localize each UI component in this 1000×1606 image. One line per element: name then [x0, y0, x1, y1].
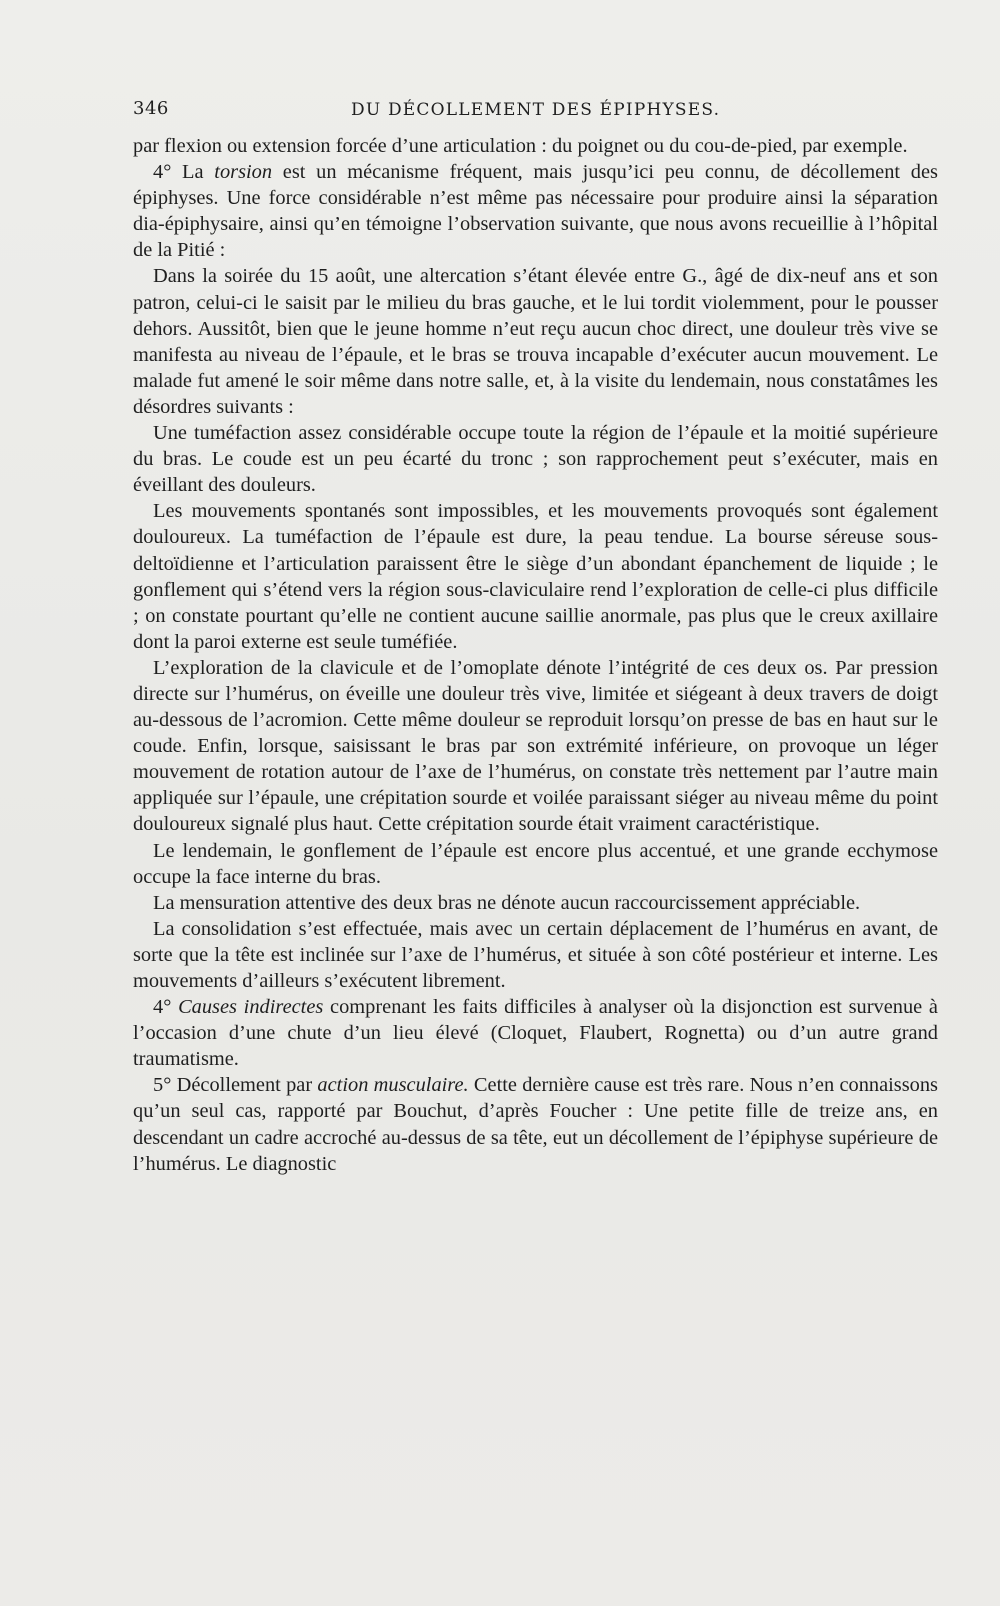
text-run: est un mécanisme fréquent, mais jusqu’ici peu connu, de décollement des épiphyses. Une force considérable n’est même pas nécessaire pour produire ainsi la séparation dia-épiphysaire, ainsi qu’en témoigne l’observation suivante, que nous avons recueillie à l’hôpital de la Pitié : [133, 161, 938, 262]
paragraph [133, 890, 938, 916]
paragraph [133, 263, 938, 420]
text-run: comprenant les faits difficiles à analyser où la disjonction est survenue à l’occasion d’une chute d’un lieu élevé (Cloquet, Flaubert, Rognetta) ou d’un autre grand traumatisme. [133, 996, 938, 1071]
body-text [133, 133, 938, 1177]
running-title: DU DÉCOLLEMENT DES ÉPIPHYSES. [351, 100, 721, 120]
paragraph [133, 159, 938, 263]
page-header [133, 98, 938, 128]
italic-text: action musculaire. [317, 1074, 469, 1097]
text-run: 4° [153, 996, 179, 1019]
italic-text: torsion [214, 161, 273, 184]
text-run: Une tuméfaction assez considérable occupe toute la région de l’épaule et la moitié supérieure du bras. Le coude est un peu écarté du tronc ; son rapprochement peut s’exécuter, mais en éveillant des douleurs. [133, 422, 938, 497]
paragraph [133, 133, 938, 159]
text-run: L’exploration de la clavicule et de l’omoplate dénote l’intégrité de ces deux os. Par pression directe sur l’humérus, on éveille une douleur très vive, limitée et siégeant à deux travers de doigt au-dessous de l’acromion. Cette même douleur se reproduit lorsqu’on presse de bas en haut sur le coude. Enfin, lorsque, saisissant le bras par son extrémité inférieure, on provoque un léger mouvement de rotation autour de l’axe de l’humérus, on constate très nettement par l’autre main appliquée sur l’épaule, une crépitation sourde et voilée paraissant siéger au niveau même du point douloureux signalé plus haut. Cette crépitation sourde était vraiment caractéristique. [133, 656, 938, 836]
page-number: 346 [133, 98, 169, 119]
paragraph [133, 420, 938, 498]
paragraph [133, 498, 938, 655]
paragraph [133, 838, 938, 890]
italic-text: Causes indirectes [178, 996, 324, 1019]
paragraph [133, 916, 938, 994]
text-run: La mensuration attentive des deux bras ne dénote aucun raccourcissement appréciable. [153, 891, 861, 914]
text-run: Dans la soirée du 15 août, une altercation s’étant élevée entre G., âgé de dix-neuf ans et son patron, celui-ci le saisit par le milieu du bras gauche, et le lui tordit violemment, pour le pousser dehors. Aussitôt, bien que le jeune homme n’eut reçu aucun choc direct, une douleur très vive se manifesta au niveau de l’épaule, et le bras se trouva incapable d’exécuter aucun mouvement. Le malade fut amené le soir même dans notre salle, et, à la visite du lendemain, nous constatâmes les désordres suivants : [133, 265, 938, 418]
text-run: La consolidation s’est effectuée, mais avec un certain déplacement de l’humérus en avant, de sorte que la tête est inclinée sur l’axe de l’humérus, et située à son côté postérieur et interne. Les mouvements d’ailleurs s’exécutent librement. [133, 917, 938, 992]
text-run: 5° Décollement par [153, 1074, 318, 1097]
paragraph [133, 1072, 938, 1176]
text-run: par flexion ou extension forcée d’une articulation : du poignet ou du cou-de-pied, par exemple. [133, 135, 908, 157]
text-run: Le lendemain, le gonflement de l’épaule est encore plus accentué, et une grande ecchymose occupe la face interne du bras. [133, 839, 938, 888]
text-run: Cette dernière cause est très rare. Nous n’en connaissons qu’un seul cas, rapporté par Bouchut, d’après Foucher : Une petite fille de treize ans, en descendant un cadre accroché au-dessus de sa tête, eut un décollement de l’épiphyse supérieure de l’humérus. Le diagnostic [133, 1074, 938, 1175]
paragraph [133, 994, 938, 1072]
text-run: Les mouvements spontanés sont impossibles, et les mouvements provoqués sont également douloureux. La tuméfaction de l’épaule est dure, la peau tendue. La bourse séreuse sous-deltoïdienne et l’articulation paraissent être le siège d’un abondant épanchement de liquide ; le gonflement qui s’étend vers la région sous-claviculaire rend l’exploration de celle-ci plus difficile ; on constate pourtant qu’elle ne contient aucune saillie anormale, pas plus que le creux axillaire dont la paroi externe est seule tuméfiée. [133, 500, 938, 653]
text-run: 4° La [153, 161, 215, 184]
paragraph [133, 655, 938, 838]
